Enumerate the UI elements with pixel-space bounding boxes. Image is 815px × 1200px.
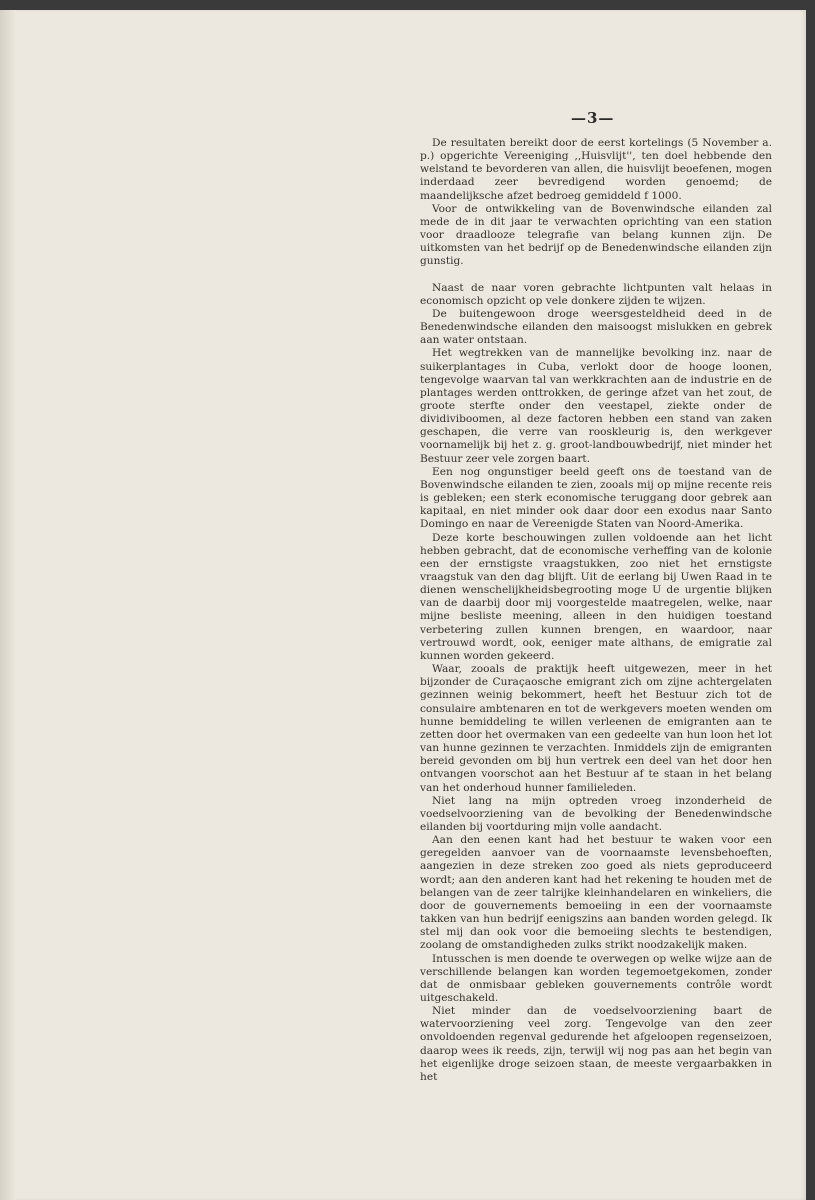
paragraph-bovenwindsche: Een nog ongunstiger beeld geeft ons de toestand van de Bovenwindsche eilanden te zien, zooals mij op mijne recente reis is gebleken; een sterk economische teruggang door gebrek aan kapitaal, en niet minder ook daar door een exodus naar Santo Domingo en naar de Vereenigde Staten van Noord-Amerika. xyxy=(420,465,772,531)
paragraph-watervoorziening: Niet minder dan de voedselvoorziening baart de watervoorziening veel zorg. Tengevolge van den zeer onvoldoenden regenval gedurende het afgeloopen regenseizoen, daarop wees ik reeds, zijn, terwijl wij nog pas aan het begin van het eigenlijke droge seizoen staan, de meeste vergaarbakken in het xyxy=(420,1005,772,1083)
paragraph-emigranten-gezinnen: Waar, zooals de praktijk heeft uitgewezen, meer in het bijzonder de Curaçaosche emigrant zich om zijne achtergelaten gezinnen weinig bekommert, heeft het Bestuur zich tot de consulaire ambtenaren en tot de werkgevers moeten wenden om hunne bemiddeling te willen verleenen de emigranten aan te zetten door het overmaken van een gedeelte van hun loon het lot van hunne gezinnen te verzachten. Inmiddels zijn de emigranten bereid gevonden om bij hun vertrek een deel van het door hen ontvangen voorschot aan het Bestuur af te staan in het belang van het onderhoud hunner familieleden. xyxy=(420,663,772,794)
paragraph-voedselvoorziening: Niet lang na mijn optreden vroeg inzonderheid de voedselvoorziening van de bevolking der Benedenwindsche eilanden bij voortduring mijn volle aandacht. xyxy=(420,794,772,833)
paragraph-emigratie-cuba: Het wegtrekken van de mannelijke bevolking inz. naar de suikerplantages in Cuba, verlokt door de hooge loonen, tengevolge waarvan tal van werkkrachten aan de industrie en de plantages werden onttrokken, de geringe afzet van het zout, de groote sterfte onder den veestapel, ziekte onder de dividiviboomen, al deze factoren hebben een stand van zaken geschapen, die verre van rooskleurig is, den werkgever voornamelijk bij het z. g. groot-landbouwbedrijf, niet minder het Bestuur zeer vele zorgen baart. xyxy=(420,347,772,465)
paragraph-levensbehoeften: Aan den eenen kant had het bestuur te waken voor een geregelden aanvoer van de voornaamste levensbehoeften, aangezien in deze streken zoo goed als niets geproduceerd wordt; aan den anderen kant had het rekening te houden met de belangen van de zeer talrijke kleinhandelaren en winkeliers, die door de gouvernements bemoeiing in een der voornaamste takken van hun bedrijf eenigszins aan banden worden gelegd. Ik stel mij dan ook voor die bemoeiing slechts te bestendigen, zoolang de omstandigheden zulks strikt noodzakelijk maken. xyxy=(420,834,772,952)
paragraph-donkere-zijden: Naast de naar voren gebrachte lichtpunten valt helaas in economisch opzicht op vele donkere zijden te wijzen. xyxy=(420,281,772,307)
page-fold-shadow xyxy=(0,10,16,1200)
paragraph-droogte: De buitengewoon droge weersgesteldheid deed in de Benedenwindsche eilanden den maisoogst mislukken en gebrek aan water ontstaan. xyxy=(420,307,772,347)
paragraph-belangen: Intusschen is men doende te overwegen op welke wijze aan de verschillende belangen kan worden tegemoetgekomen, zonder dat de onmisbaar gebleken gouvernements contrôle wordt uitgeschakeld. xyxy=(420,952,772,1004)
paper-sheet xyxy=(0,10,806,1200)
paragraph-telegrafie: Voor de ontwikkeling van de Bovenwindsche eilanden zal mede de in dit jaar te verwachten oprichting van een station voor draadlooze telegrafie van belang kunnen zijn. De uitkomsten van het bedrijf op de Benedenwindsche eilanden zijn gunstig. xyxy=(420,202,772,268)
paragraph-huisvlijt: De resultaten bereikt door de eerst kortelings (5 November a. p.) opgerichte Vereeniging ,,Huisvlijt'', ten doel hebbende den welstand te bevorderen van allen, die huisvlijt beoefenen, mogen inderdaad zeer bevredigend worden genoemd; de maandelijksche afzet bedroeg gemiddeld f 1000. xyxy=(420,137,772,202)
page-number: —3— xyxy=(571,109,615,127)
body-text xyxy=(420,137,772,1084)
paragraph-economische-verheffing: Deze korte beschouwingen zullen voldoende aan het licht hebben gebracht, dat de economische verheffing van de kolonie een der ernstigste vraagstukken, zoo niet het ernstigste vraagstuk van den dag blijft. Uit de eerlang bij Uwen Raad in te dienen wenschelijkheidsbegrooting moge U de urgentie blijken van de daarbij door mij voorgestelde maatregelen, welke, naar mijne besliste meening, alleen in den huidigen toestand verbetering zullen kunnen brengen, en waardoor, naar vertrouwd wordt, ook, eeniger mate althans, de emigratie zal kunnen worden gekeerd. xyxy=(420,531,772,662)
